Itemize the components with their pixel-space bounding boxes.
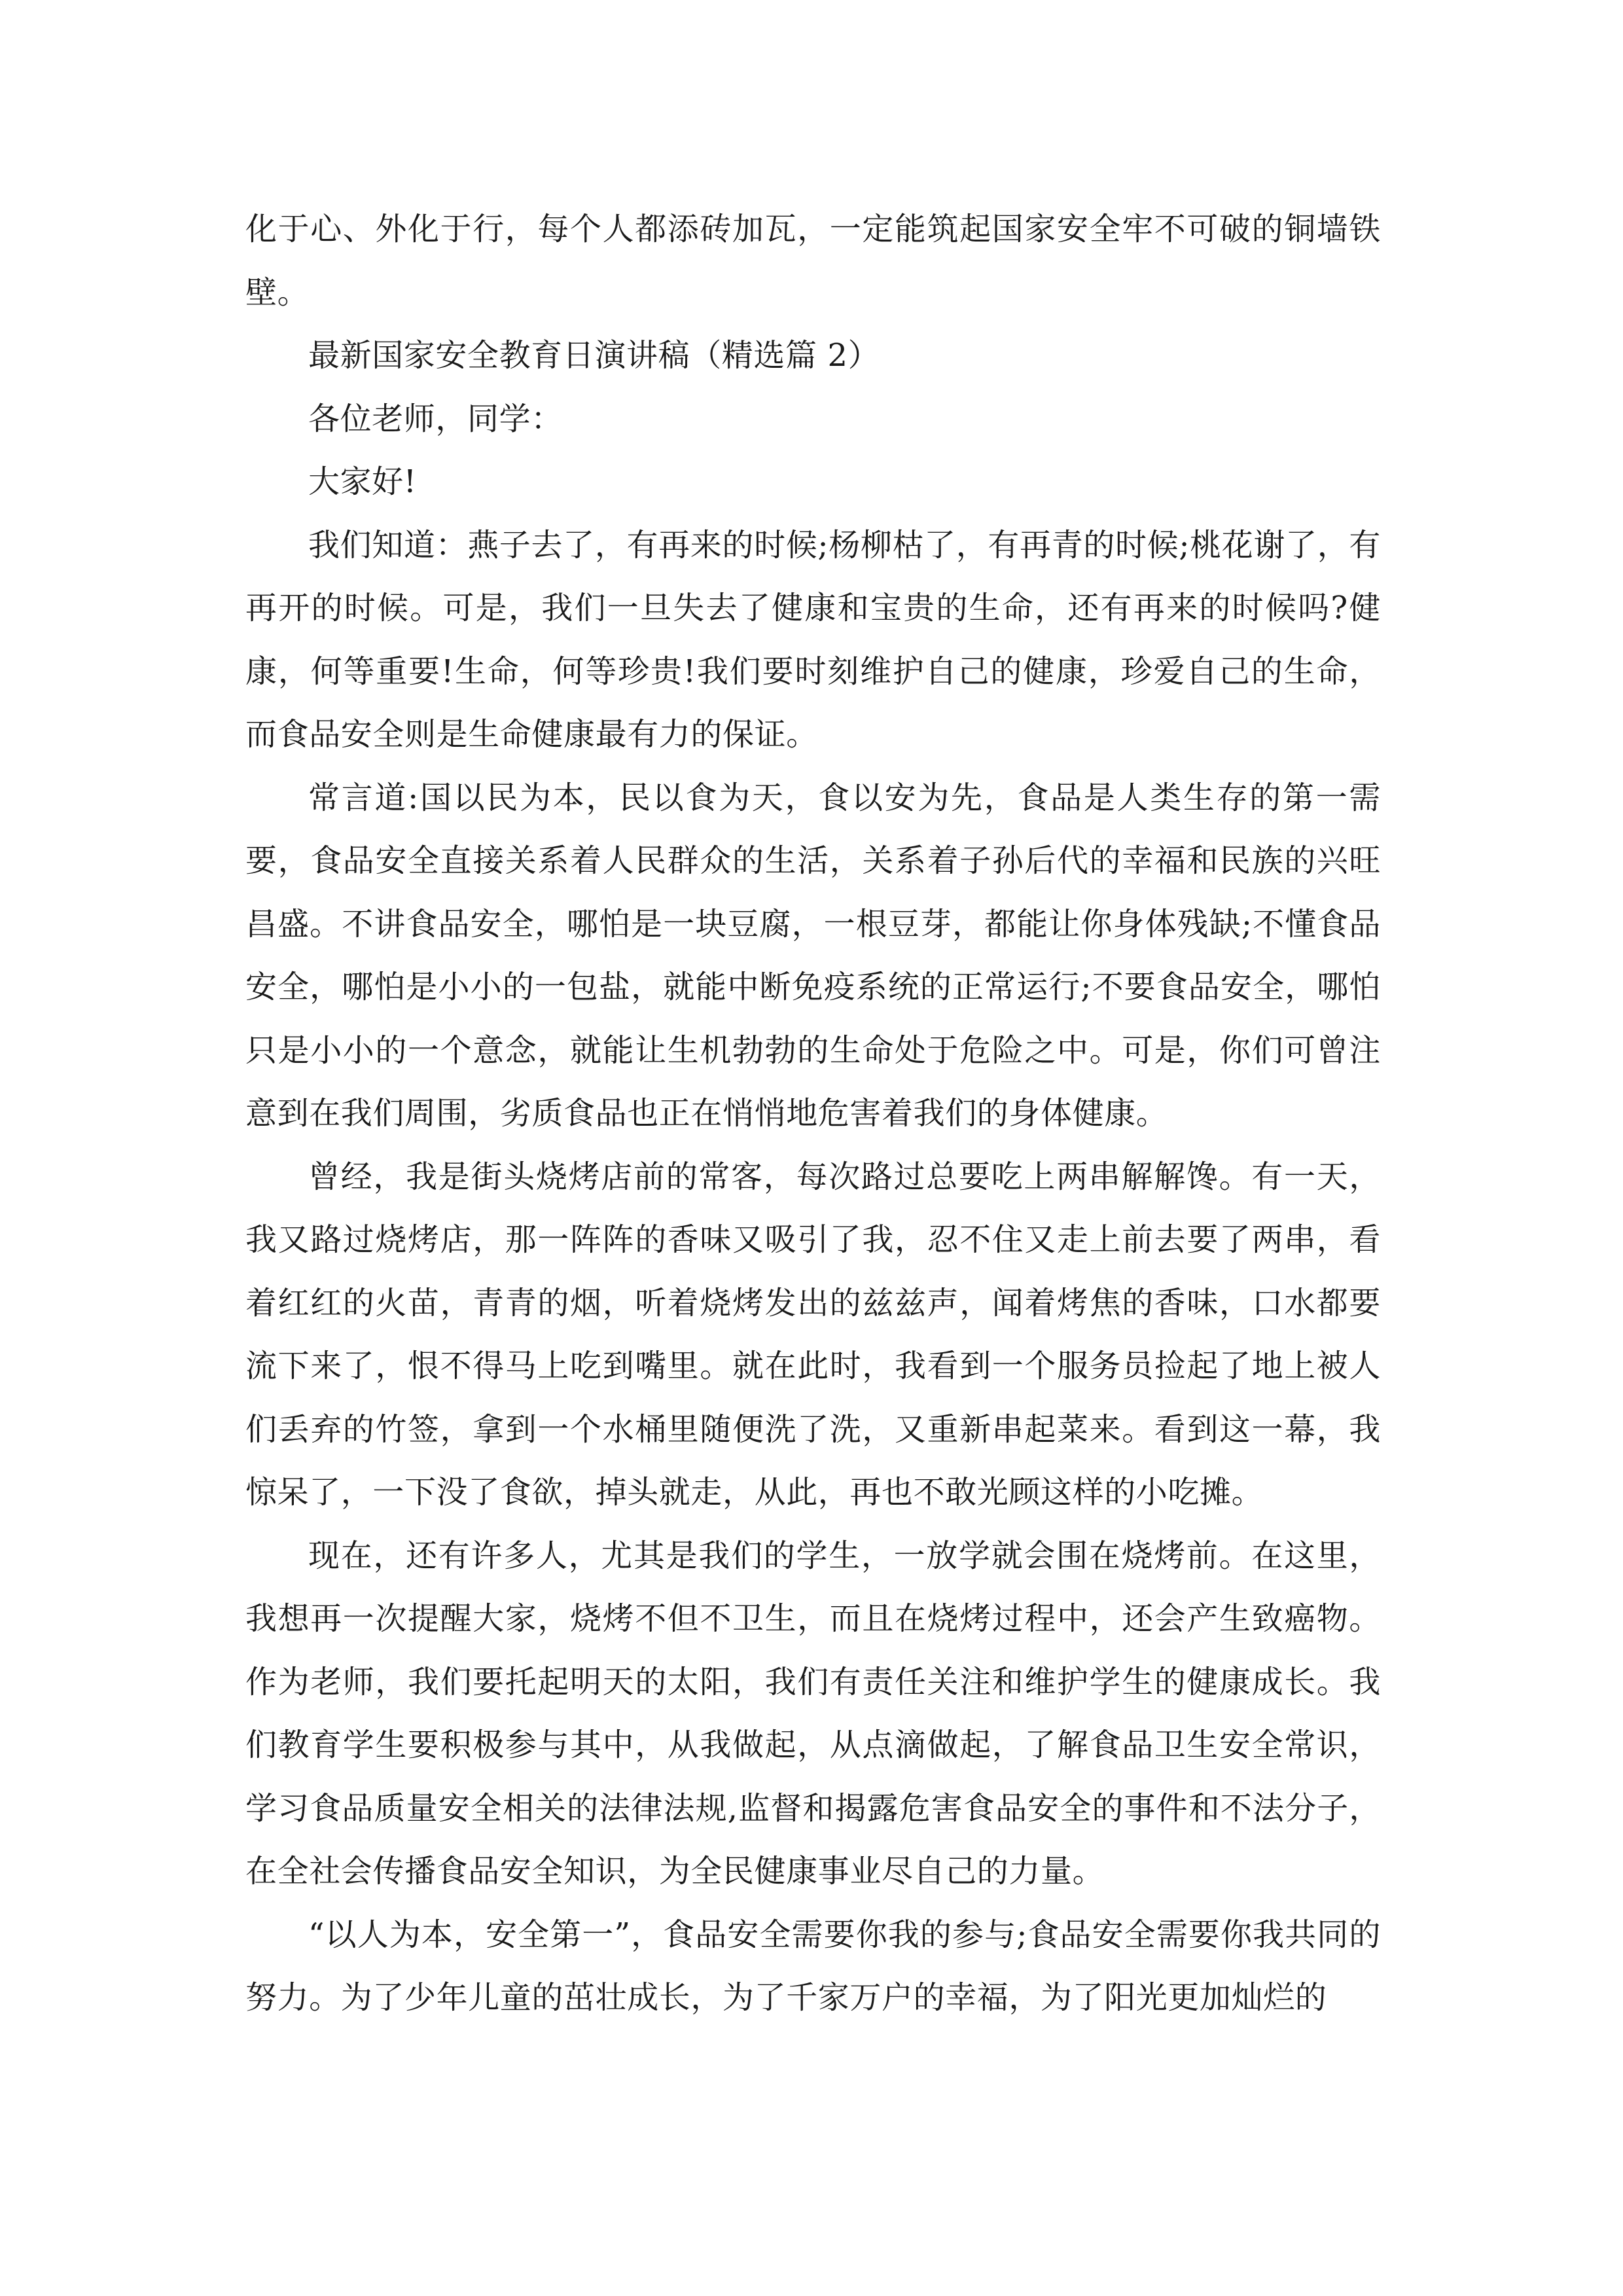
paragraph: 曾经，我是街头烧烤店前的常客，每次路过总要吃上两串解解馋。有一天，我又路过烧烤店，那一阵阵的香味又吸引了我，忍不住又走上前去要了两串，看着红红的火苗，青青的烟，听着烧烤发出的兹兹声，闻着烤焦的香味，口水都要流下来了，恨不得马上吃到嘴里。就在此时，我看到一个服务员捡起了地上被人们丢弃的竹签，拿到一个水桶里随便洗了洗，又重新串起菜来。看到这一幕，我惊呆了，一下没了食欲，掉头就走，从此，再也不敢光顾这样的小吃摊。	[245, 1158, 1381, 1511]
salutation: 各位老师，同学：	[308, 400, 563, 437]
section-title: 最新国家安全教育日演讲稿（精选篇 2）	[308, 337, 880, 374]
paragraph: 现在，还有许多人，尤其是我们的学生，一放学就会围在烧烤前。在这里，我想再一次提醒大家，烧烤不但不卫生，而且在烧烤过程中，还会产生致癌物。作为老师，我们要托起明天的太阳，我们有责任关注和维护学生的健康成长。我们教育学生要积极参与其中，从我做起，从点滴做起，了解食品卫生安全常识，学习食品质量安全相关的法律法规,监督和揭露危害食品安全的事件和不法分子，在全社会传播食品安全知识，为全民健康事业尽自己的力量。	[245, 1537, 1381, 1890]
paragraph: 我们知道：燕子去了，有再来的时候;杨柳枯了，有再青的时候;桃花谢了，有再开的时候。可是，我们一旦失去了健康和宝贵的生命，还有再来的时候吗?健康，何等重要!生命，何等珍贵!我们要时刻维护自己的健康，珍爱自己的生命，而食品安全则是生命健康最有力的保证。	[245, 526, 1381, 753]
paragraph: “以人为本，安全第一”，食品安全需要你我的参与;食品安全需要你我共同的努力。为了少年儿童的茁壮成长，为了千家万户的幸福，为了阳光更加灿烂的	[245, 1916, 1381, 2016]
paragraph: 常言道:国以民为本，民以食为天，食以安为先，食品是人类生存的第一需要，食品安全直接关系着人民群众的生活，关系着子孙后代的幸福和民族的兴旺昌盛。不讲食品安全，哪怕是一块豆腐，一根豆芽，都能让你身体残缺;不懂食品安全，哪怕是小小的一包盐，就能中断免疫系统的正常运行;不要食品安全，哪怕只是小小的一个意念，就能让生机勃勃的生命处于危险之中。可是，你们可曾注意到在我们周围，劣质食品也正在悄悄地危害着我们的身体健康。	[245, 779, 1381, 1132]
paragraph-continued: 化于心、外化于行，每个人都添砖加瓦，一定能筑起国家安全牢不可破的铜墙铁壁。	[245, 211, 1381, 311]
greeting: 大家好!	[308, 463, 417, 500]
document-body	[245, 198, 1381, 2030]
